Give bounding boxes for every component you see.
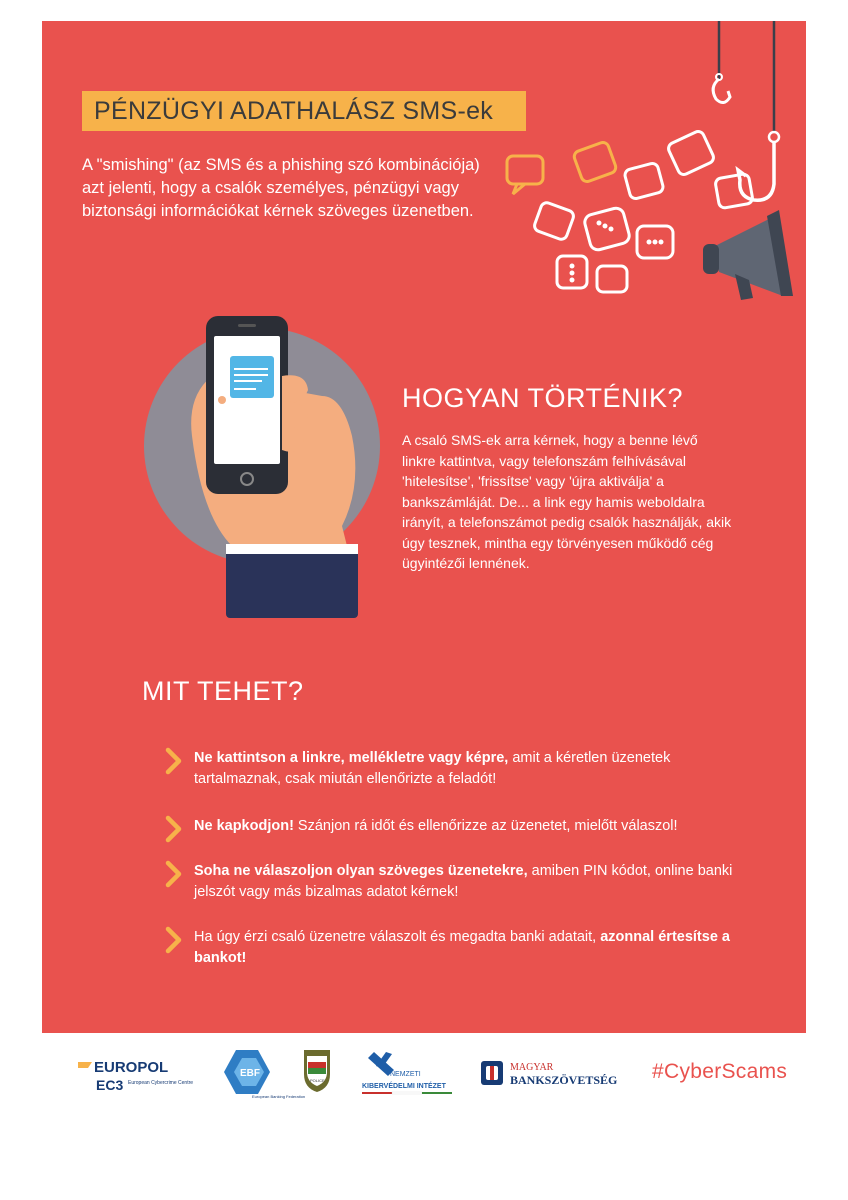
- chevron-right-icon: [164, 927, 184, 953]
- svg-text:MAGYAR: MAGYAR: [510, 1062, 554, 1073]
- bankszovetseg-logo: [480, 1058, 616, 1088]
- page-title: PÉNZÜGYI ADATHALÁSZ SMS-ek: [82, 91, 526, 131]
- tip-text: Ha úgy érzi csaló üzenetre válaszolt és megadta banki adatait, azonnal értesítse a bankot!: [194, 929, 730, 966]
- tip-text: Ne kapkodjon! Szánjon rá időt és ellenőrizze az üzenetet, mielőtt válaszol!: [194, 818, 678, 834]
- tip-item: [164, 861, 744, 903]
- svg-text:POLICE: POLICE: [310, 1078, 325, 1083]
- svg-text:EBF: EBF: [240, 1068, 260, 1079]
- tip-text: Ne kattintson a linkre, mellékletre vagy képre, amit a kéretlen üzenetek tartalmaznak, csak miután ellenőrizte a feladót!: [194, 750, 671, 787]
- svg-text:EUROPOL: EUROPOL: [94, 1059, 169, 1076]
- chevron-right-icon: [164, 748, 184, 774]
- chevron-right-icon: [164, 861, 184, 887]
- chevron-right-icon: [164, 816, 184, 842]
- intro-text: A "smishing" (az SMS és a phishing szó kombinációja) azt jelenti, hogy a csalók személyes, pénzügyi vagy biztonsági információkat kérnek szöveges üzenetben.: [82, 156, 480, 220]
- what-title: MIT TEHET?: [142, 676, 304, 706]
- svg-text:European Cybercrime Centre: European Cybercrime Centre: [128, 1080, 194, 1086]
- nki-logo: [360, 1050, 456, 1096]
- tip-item: [164, 927, 744, 969]
- svg-text:NEMZETI: NEMZETI: [390, 1071, 421, 1078]
- ebf-logo: [216, 1048, 306, 1102]
- svg-text:BANKSZÖVETSÉG: BANKSZÖVETSÉG: [510, 1073, 618, 1087]
- phone-in-hand-illustration: [142, 316, 382, 626]
- police-logo: [302, 1048, 332, 1094]
- how-title: HOGYAN TÖRTÉNIK?: [402, 383, 684, 413]
- tip-item: [164, 748, 744, 790]
- poster: [42, 21, 806, 1033]
- svg-text:European Banking Federation: European Banking Federation: [252, 1094, 306, 1099]
- svg-text:KIBERVÉDELMI INTÉZET: KIBERVÉDELMI INTÉZET: [362, 1083, 446, 1090]
- how-text: A csaló SMS-ek arra kérnek, hogy a benne lévő linkre kattintva, vagy telefonszám felhívásával 'hitelesítse', 'frissítse' vagy 'újra aktiválja' a bankszámláját. De... a link egy hamis weboldalra irányít, a telefonszámot pedig csalók használják, akik úgy tesznek, mintha egy törvényesen működő cég ügyintézői lennének.: [402, 432, 732, 571]
- hashtag-text: #CyberScams: [652, 1060, 788, 1083]
- europol-logo: [78, 1058, 194, 1098]
- message-bubbles-megaphone-icon: [497, 116, 797, 316]
- tip-item: [164, 816, 744, 842]
- tip-text: Soha ne válaszoljon olyan szöveges üzenetekre, amiben PIN kódot, online banki jelszót vagy más bizalmas adatot kérnek!: [194, 863, 733, 900]
- svg-text:EC3: EC3: [96, 1077, 124, 1093]
